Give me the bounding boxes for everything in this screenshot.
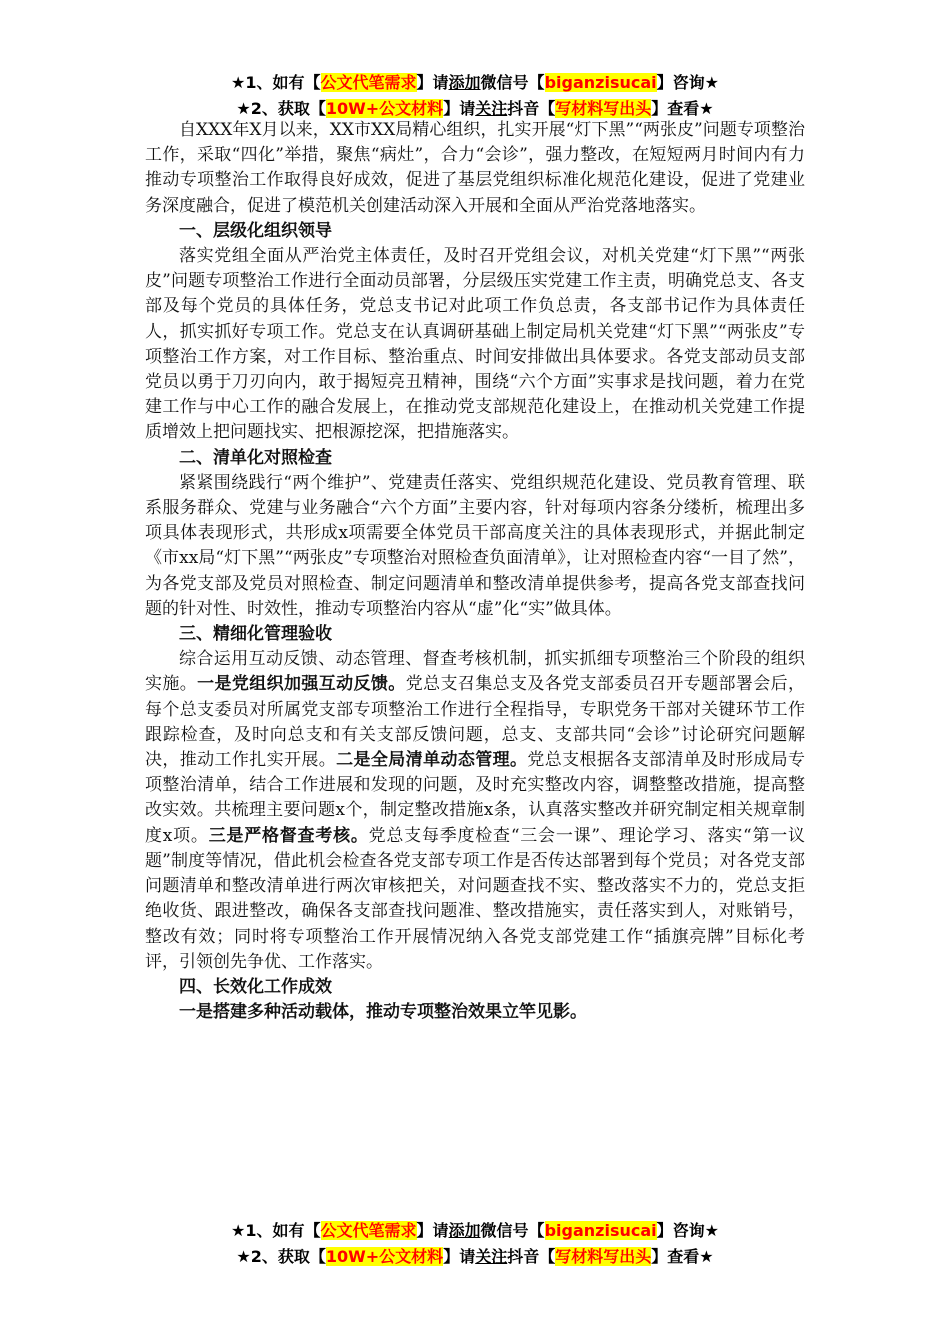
banner-underlined: 添加 (448, 1221, 481, 1240)
banner-highlight: biganzisucai (544, 1221, 657, 1240)
banner-line-2 (0, 1244, 950, 1270)
header-banner (0, 70, 950, 122)
section-heading-2: 二、清单化对照检查 (179, 447, 332, 468)
banner-text: 】查看★ (651, 99, 714, 118)
banner-underlined: 添加 (448, 73, 481, 92)
banner-underlined: 关注 (475, 1247, 508, 1266)
paragraph-text: 党总支根据各支部清单及时形成局专项整治清单，结合工作进展和发现的问题，及时充实整改内容，调整整改措施，提高整改实效。共梳理主要问题x个，制定整改措施x条，认真落实整改并研究制定相关规章制度x项。 (145, 750, 806, 846)
banner-highlight: 10W+公文材料 (325, 1247, 444, 1266)
section-paragraph-3 (145, 647, 805, 975)
document-body (145, 118, 805, 1025)
paragraph-text: 党总支每季度检查“三会一课”、理论学习、落实“第一议题”制度等情况，借此机会检查各党支部专项工作是否传达部署到每个党员；对各党支部问题清单和整改清单进行两次审核把关，对问题查找不实、整改落实不力的，党总支拒绝收货、跟进整改，确保各支部查找问题准、整改措施实，责任落实到人，对账销号，整改有效；同时将专项整治工作开展情况纳入各党支部党建工作“插旗亮牌”目标化考评，引领创先争优、工作落实。 (145, 825, 806, 972)
banner-text: 微信号【 (480, 1221, 545, 1240)
paragraph-text: 综合运用互动反馈、动态管理、督查考核机制，抓实抓细专项整治三个阶段的组织实施。 (145, 649, 805, 695)
intro-paragraph: 自XXX年X月以来，XX市XX局精心组织，扎实开展“灯下黑”“两张皮”问题专项整治工作，采取“四化”举措，聚焦“病灶”，合力“会诊”，强力整改，在短短两月时间内有力推动专项整治工作取得良好成效，促进了基层党组织标准化规范化建设，促进了党建业务深度融合，促进了模范机关创建活动深入开展和全面从严治党落地落实。 (145, 120, 805, 216)
banner-text: ★2、获取【 (236, 1247, 326, 1266)
banner-text: 抖音【 (507, 99, 556, 118)
banner-line-1 (0, 70, 950, 96)
footer-banner (0, 1218, 950, 1270)
banner-text: 】查看★ (651, 1247, 714, 1266)
banner-highlight: 10W+公文材料 (325, 99, 444, 118)
banner-text: 】请 (443, 1247, 476, 1266)
banner-text: 】请 (416, 1221, 449, 1240)
banner-text: ★2、获取【 (236, 99, 326, 118)
section-paragraph-1: 落实党组全面从严治党主体责任，及时召开党组会议，对机关党建“灯下黑”“两张皮”问题专项整治工作进行全面动员部署，分层级压实党建工作主责，明确党总支、各支部及每个党员的具体任务，党总支书记对此项工作负总责，各支部书记作为具体责任人，抓实抓好专项工作。党总支在认真调研基础上制定局机关党建“灯下黑”“两张皮”专项整治工作方案，对工作目标、整治重点、时间安排做出具体要求。各党支部动员支部党员以勇于刀刃向内，敢于揭短亮丑精神，围绕“六个方面”实事求是找问题，着力在党建工作与中心工作的融合发展上，在推动党支部规范化建设上，在推动机关党建工作提质增效上把问题找实、把根源挖深，把措施落实。 (145, 246, 805, 443)
paragraph-text: 党总支召集总支及各党支部委员召开专题部署会后，每个总支委员对所属党支部专项整治工作进行全程指导，专职党务干部对关键环节工作跟踪检查，及时向总支和有关支部反馈问题，总支、支部共同“会诊”讨论研究问题解决，推动工作扎实开展。 (145, 674, 806, 771)
banner-text: 】咨询★ (656, 73, 719, 92)
section-paragraph-2: 紧紧围绕践行“两个维护”、党建责任落实、党组织规范化建设、党员教育管理、联系服务群众、党建与业务融合“六个方面”主要内容，针对每项内容条分缕析，梳理出多项具体表现形式，共形成x项需要全体党员干部高度关注的具体表现形式，并据此制定《市xx局“灯下黑”“两张皮”专项整治对照检查负面清单》，让对照检查内容“一目了然”，为各党支部及党员对照检查、制定问题清单和整改清单提供参考，提高各党支部查找问题的针对性、时效性，推动专项整治内容从“虚”化“实”做具体。 (145, 472, 805, 619)
banner-text: ★1、如有【 (231, 73, 321, 92)
bold-lead: 二是全局清单动态管理。 (336, 750, 528, 771)
section-heading-1: 一、层级化组织领导 (179, 220, 332, 241)
banner-text: 抖音【 (507, 1247, 556, 1266)
banner-highlight: 写材料写出头 (555, 99, 652, 118)
banner-text: 微信号【 (480, 73, 545, 92)
bold-lead: 一是党组织加强互动反馈。 (197, 674, 406, 695)
bold-lead: 三是严格督查考核。 (208, 825, 369, 846)
section-paragraph-4: 一是搭建多种活动载体，推动专项整治效果立竿见影。 (179, 1002, 587, 1023)
section-heading-3: 三、精细化管理验收 (179, 624, 332, 645)
banner-text: 】请 (416, 73, 449, 92)
banner-highlight: 公文代笔需求 (320, 73, 417, 92)
banner-text: 】请 (443, 99, 476, 118)
banner-highlight: 写材料写出头 (555, 1247, 652, 1266)
section-heading-4: 四、长效化工作成效 (179, 976, 332, 997)
banner-line-1 (0, 1218, 950, 1244)
banner-text: 】咨询★ (656, 1221, 719, 1240)
banner-underlined: 关注 (475, 99, 508, 118)
banner-highlight: 公文代笔需求 (320, 1221, 417, 1240)
banner-text: ★1、如有【 (231, 1221, 321, 1240)
banner-highlight: biganzisucai (544, 73, 657, 92)
